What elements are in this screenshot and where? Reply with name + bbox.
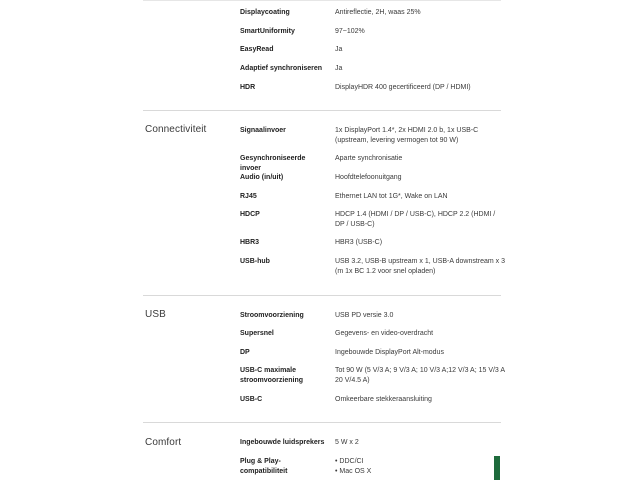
spec-label: Signaalinvoer <box>240 127 286 134</box>
spec-label: HDCP <box>240 211 260 218</box>
spec-label: Stroomvoorziening <box>240 312 304 319</box>
spec-value: USB 3.2, USB-B upstream x 1, USB-A downstream x 3 (m 1x BC 1.2 voor snel opladen) <box>335 258 506 275</box>
spec-label: Gesynchroniseerde invoer <box>240 155 306 172</box>
accent-side-tab[interactable] <box>494 456 500 480</box>
spec-value: Aparte synchronisatie <box>335 155 403 162</box>
section-title: Connectiviteit <box>145 124 207 135</box>
list-item: • Mac OS X <box>335 467 505 477</box>
spec-value: 97~102% <box>335 28 365 35</box>
spec-value: Ja <box>335 65 343 72</box>
spec-label: USB-C maximale stroomvoorziening <box>240 367 304 384</box>
spec-value: HBR3 (USB-C) <box>335 239 383 246</box>
spec-value: 1x DisplayPort 1.4*, 2x HDMI 2.0 b, 1x USB-C (upstream, levering vermogen tot 90 W) <box>335 127 479 144</box>
spec-value: HDCP 1.4 (HDMI / DP / USB-C), HDCP 2.2 (HDMI / DP / USB-C) <box>335 211 496 228</box>
spec-label: USB-C <box>240 396 263 403</box>
spec-label: EasyRead <box>240 46 274 53</box>
spec-value: Ja <box>335 46 343 53</box>
section-divider <box>143 110 501 111</box>
spec-label: Displaycoating <box>240 9 290 16</box>
spec-label: HDR <box>240 84 256 91</box>
spec-label: Ingebouwde luidsprekers <box>240 439 325 446</box>
spec-value: Tot 90 W (5 V/3 A; 9 V/3 A; 10 V/3 A;12 V/3 A; 15 V/3 A 20 V/4.5 A) <box>335 367 505 384</box>
spec-label: Plug & Play-compatibiliteit <box>240 458 288 475</box>
spec-value: Ingebouwde DisplayPort Alt-modus <box>335 349 444 356</box>
spec-label: Supersnel <box>240 330 274 337</box>
spec-label: SmartUniformity <box>240 28 295 35</box>
spec-label: DP <box>240 349 250 356</box>
spec-value: Ethernet LAN tot 1G*, Wake on LAN <box>335 193 448 200</box>
spec-value-list <box>335 457 505 477</box>
section-title: Comfort <box>145 437 182 448</box>
spec-value: DisplayHDR 400 gecertificeerd (DP / HDMI) <box>335 84 471 91</box>
section-divider <box>143 422 501 423</box>
spec-value: Omkeerbare stekkeraansluiting <box>335 396 432 403</box>
spec-value: Hoofdtelefoonuitgang <box>335 174 402 181</box>
spec-label: HBR3 <box>240 239 260 246</box>
spec-label: Adaptief synchroniseren <box>240 65 323 72</box>
section-divider <box>143 295 501 296</box>
spec-value: Gegevens- en video-overdracht <box>335 330 434 337</box>
spec-value: USB PD versie 3.0 <box>335 312 394 319</box>
section-title: USB <box>145 309 166 320</box>
spec-value: Antireflectie, 2H, waas 25% <box>335 9 421 16</box>
list-item: • DDC/CI <box>335 457 505 467</box>
spec-value: 5 W x 2 <box>335 439 359 446</box>
spec-label: USB-hub <box>240 258 270 265</box>
spec-label: RJ45 <box>240 193 257 200</box>
spec-label: Audio (in/uit) <box>240 174 284 181</box>
top-divider <box>143 0 501 1</box>
